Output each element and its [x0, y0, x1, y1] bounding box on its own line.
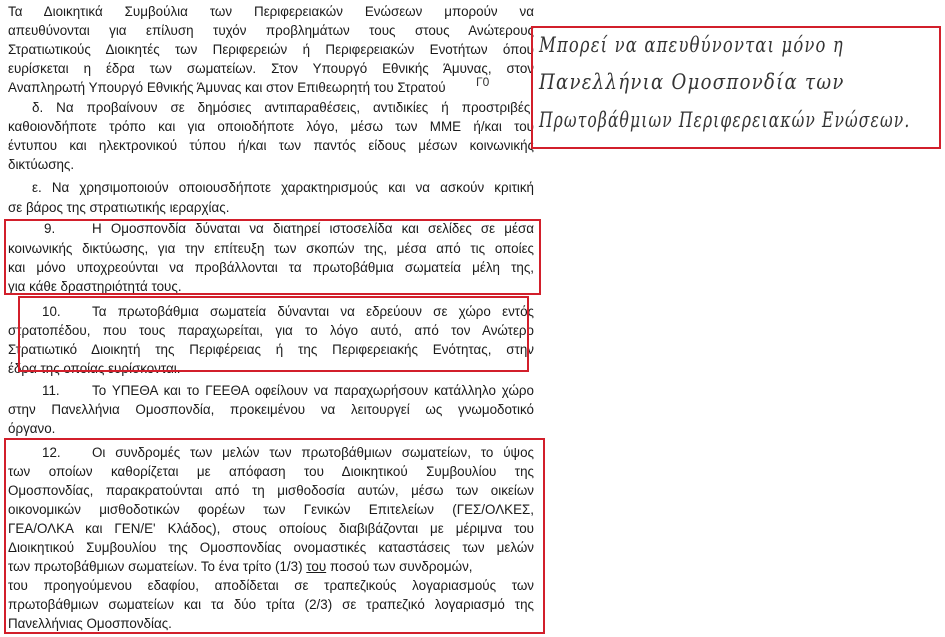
text-line: για κάθε δραστηριότητά τους. [8, 279, 182, 294]
text-line: στρατοπέδου, που τους παραχωρείται, για το λόγο αυτό, από τον Ανώτερο [8, 323, 534, 338]
text-line: Η Ομοσπονδία δύναται να διατηρεί ιστοσελίδα και σελίδες σε μέσα [92, 221, 534, 236]
text-line: Πανελλήνιας Ομοσπονδίας. [8, 616, 172, 631]
text-line: Το ΥΠΕΘΑ και το ΓΕΕΘΑ οφείλουν να παραχωρήσουν κατάλληλο χώρο [92, 383, 534, 398]
text-segment: των πρωτοβάθμιων σωματείων. Το ένα τρίτο (1/3) [8, 559, 303, 574]
article-number-12: 12. [42, 445, 61, 460]
text-line: όργανο. [8, 421, 56, 436]
text-line: πρωτοβάθμιων σωματείων και τα δύο τρίτα (2/3) σε τραπεζικό λογαριασμό της [8, 597, 534, 612]
text-line: κοινωνικής δικτύωσης, για την επίτευξη των σκοπών της, μέσα από τις οποίες [8, 241, 534, 256]
stray-mark: Γ0 [476, 75, 490, 89]
text-line: ευρίσκεται η έδρα των σωματείων. Στον Υπουργό Εθνικής Άμυνας, στον [8, 61, 534, 76]
clause-e-line: ε. Να χρησιμοποιούν οποιουσδήποτε χαρακτηρισμούς και να ασκούν κριτική [32, 180, 534, 195]
underlined-word: του [306, 559, 327, 574]
text-line: Τα Διοικητικά Συμβούλια των Περιφερειακών Ενώσεων μπορούν να [8, 4, 534, 19]
text-segment: ποσού των συνδρομών, [329, 559, 473, 574]
text-line: έντυπου και ηλεκτρονικού τύπου ή/και των παντός είδους μέσων κοινωνικής [8, 138, 534, 153]
article-number-10: 10. [42, 304, 61, 319]
handwritten-line: Πανελλήνια Ομοσπονδία των [539, 70, 845, 94]
text-line: απευθύνονται για επίλυση τυχόν προβλημάτων τους στους Ανώτερους [8, 23, 534, 38]
text-line: Οι συνδρομές των μελών των πρωτοβάθμιων σωματείων, το ύψος [92, 445, 534, 460]
text-line: Στρατιωτικούς Διοικητές των Περιφερειών ή Περιφερειακών Ενοτήτων όπου [8, 42, 534, 57]
text-line: ΓΕΑ/ΟΛΚΑ και ΓΕΝ/Ε' Κλάδος), στους οποίους διαβιβάζονται με μέριμνα του [8, 521, 534, 536]
text-line: των οποίων καθορίζεται με απόφαση του Διοικητικού Συμβουλίου της [8, 464, 534, 479]
text-line [8, 557, 534, 576]
text-line: καθοιονδήποτε τρόπο και για οποιοδήποτε λόγο, μέσω των ΜΜΕ ή/και του [8, 119, 534, 134]
article-number-9: 9. [44, 221, 56, 236]
text-line: Διοικητικού Συμβουλίου της Ομοσπονδίας ονομαστικές καταστάσεις των μελών [8, 540, 534, 555]
text-line: Αναπληρωτή Υπουργό Εθνικής Άμυνας και στον Επιθεωρητή του Στρατού [8, 80, 446, 95]
article-number-11: 11. [42, 383, 60, 398]
text-line: Στρατιωτικό Διοικητή της Περιφέρειας ή της Περιφερειακής Ενότητας, στην [8, 342, 534, 357]
text-line: και μόνο υποχρεούνται να προβάλλονται τα πρωτοβάθμια σωματεία μέλη της, [8, 260, 534, 275]
text-line: Τα πρωτοβάθμια σωματεία δύνανται να εδρεύουν σε χώρο εντός [92, 304, 534, 319]
handwritten-line: Μπορεί να απευθύνονται μόνο η [539, 33, 844, 57]
text-line: Ομοσπονδίας, παρακρατούνται από τη μισθοδοσία αυτών, μέσω των οικείων [8, 483, 534, 498]
clause-d-line: δ. Να προβαίνουν σε δημόσιες αντιπαραθέσεις, αντιδικίες ή προστριβές, [32, 100, 534, 115]
text-line: έδρα της οποίας ευρίσκονται. [8, 361, 181, 376]
handwritten-note-box [531, 26, 941, 149]
text-line: οικονομικών μισθοδοτικών φορέων των Γενικών Επιτελείων (ΓΕΣ/ΟΛΚΕΣ, [8, 502, 534, 517]
text-line: σε βάρος της στρατιωτικής ιεραρχίας. [8, 200, 230, 215]
handwritten-line: Πρωτοβάθμιων Περιφερειακών Ενώσεων. [539, 108, 911, 132]
text-line: του προηγούμενου εδαφίου, αποδίδεται σε τραπεζικούς λογαριασμούς των [8, 578, 534, 593]
text-line: στην Πανελλήνια Ομοσπονδία, προκειμένου να λειτουργεί ως γνωμοδοτικό [8, 402, 534, 417]
text-line: δικτύωσης. [8, 157, 75, 172]
